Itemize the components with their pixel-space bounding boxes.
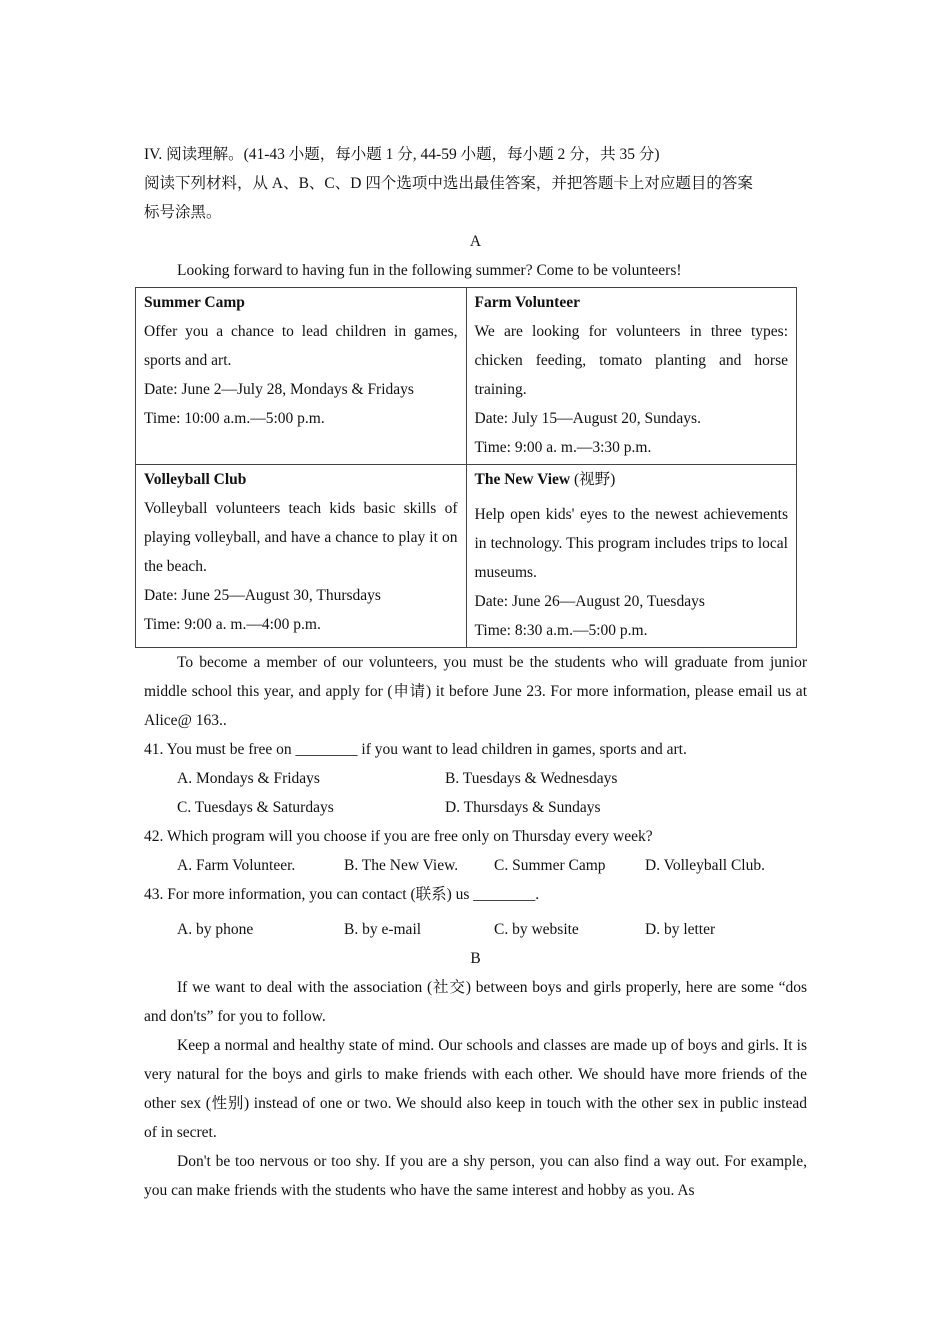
ad-time: Time: 8:30 a.m.—5:00 p.m. bbox=[474, 622, 648, 639]
passage-a-intro: Looking forward to having fun in the following summer? Come to be volunteers! bbox=[177, 262, 682, 279]
option-c[interactable]: C. by website bbox=[494, 921, 579, 938]
passage-a-label: A bbox=[469, 233, 482, 250]
ad-date: Date: June 26—August 20, Tuesdays bbox=[474, 593, 705, 610]
option-a[interactable]: A. by phone bbox=[177, 921, 254, 938]
ad-cell-new-view bbox=[466, 465, 797, 648]
ad-time: Time: 10:00 a.m.—5:00 p.m. bbox=[144, 410, 325, 427]
ad-title: Farm Volunteer bbox=[474, 294, 580, 311]
ad-title: Summer Camp bbox=[144, 294, 245, 311]
passage-b-label: B bbox=[470, 950, 481, 967]
option-a[interactable]: A. Farm Volunteer. bbox=[177, 857, 296, 874]
option-b[interactable]: B. The New View. bbox=[344, 857, 459, 874]
ad-time: Time: 9:00 a. m.—4:00 p.m. bbox=[144, 616, 321, 633]
ad-description: Help open kids' eyes to the newest achievements in technology. This program includes trips to local museums. bbox=[474, 506, 788, 581]
ad-time: Time: 9:00 a. m.—3:30 p.m. bbox=[474, 439, 652, 456]
ad-description: Offer you a chance to lead children in games, sports and art. bbox=[144, 323, 458, 369]
passage-b-paragraph-3: Don't be too nervous or too shy. If you are a shy person, you can also find a way out. For example, you can make friends with the students who have the same interest and hobby as you. As bbox=[144, 1153, 807, 1199]
page-content bbox=[144, 140, 807, 1205]
question-42-stem: 42. Which program will you choose if you are free only on Thursday every week? bbox=[144, 828, 653, 845]
ad-cell-volleyball-club bbox=[136, 465, 467, 648]
passage-b-paragraph-2: Keep a normal and healthy state of mind. Our schools and classes are made up of boys and girls. It is very natural for the boys and girls to make friends with each other. We should have more friends of the other sex (性别) instead of one or two. We should also keep in touch with the other sex in public instead of in secret. bbox=[144, 1037, 807, 1141]
question-41-options-row-1 bbox=[144, 764, 807, 793]
instruction-line-2: 标号涂黑。 bbox=[144, 204, 222, 221]
volunteer-ads-table bbox=[135, 287, 797, 648]
ad-description: We are looking for volunteers in three types: chicken feeding, tomato planting and horse training. bbox=[474, 323, 788, 398]
ad-cell-summer-camp bbox=[136, 288, 467, 465]
ad-description: Volleyball volunteers teach kids basic skills of playing volleyball, and have a chance to play it on the beach. bbox=[144, 500, 458, 575]
option-c[interactable]: C. Tuesdays & Saturdays bbox=[177, 799, 334, 816]
option-d[interactable]: D. by letter bbox=[645, 921, 716, 938]
ad-cell-farm-volunteer bbox=[466, 288, 797, 465]
passage-b-paragraph-1: If we want to deal with the association (社交) between boys and girls properly, here are some “dos and don'ts” for you to follow. bbox=[144, 979, 807, 1025]
question-43-stem: 43. For more information, you can contact (联系) us ________. bbox=[144, 886, 540, 903]
option-a[interactable]: A. Mondays & Fridays bbox=[177, 770, 320, 787]
passage-a-note: To become a member of our volunteers, you must be the students who will graduate from junior middle school this year, and apply for (申请) it before June 23. For more information, please email us at Alice@ 163.. bbox=[144, 654, 807, 729]
option-d[interactable]: D. Volleyball Club. bbox=[645, 857, 765, 874]
section-title: IV. 阅读理解。(41-43 小题，每小题 1 分, 44-59 小题，每小题 2 分，共 35 分) bbox=[144, 146, 660, 163]
question-41-stem: 41. You must be free on ________ if you want to lead children in games, sports and art. bbox=[144, 741, 687, 758]
ad-title: The New View (视野) bbox=[474, 471, 616, 488]
option-d[interactable]: D. Thursdays & Sundays bbox=[445, 799, 601, 816]
ad-title: Volleyball Club bbox=[144, 471, 247, 488]
option-b[interactable]: B. Tuesdays & Wednesdays bbox=[445, 770, 618, 787]
ad-date: Date: July 15—August 20, Sundays. bbox=[474, 410, 701, 427]
option-b[interactable]: B. by e-mail bbox=[344, 921, 422, 938]
option-c[interactable]: C. Summer Camp bbox=[494, 857, 606, 874]
question-43-options bbox=[144, 915, 807, 944]
instruction-line-1: 阅读下列材料，从 A、B、C、D 四个选项中选出最佳答案，并把答题卡上对应题目的答案 bbox=[144, 175, 753, 192]
ad-date: Date: June 25—August 30, Thursdays bbox=[144, 587, 381, 604]
ad-date: Date: June 2—July 28, Mondays & Fridays bbox=[144, 381, 414, 398]
question-42-options bbox=[144, 851, 807, 880]
question-41-options-row-2 bbox=[144, 793, 807, 822]
